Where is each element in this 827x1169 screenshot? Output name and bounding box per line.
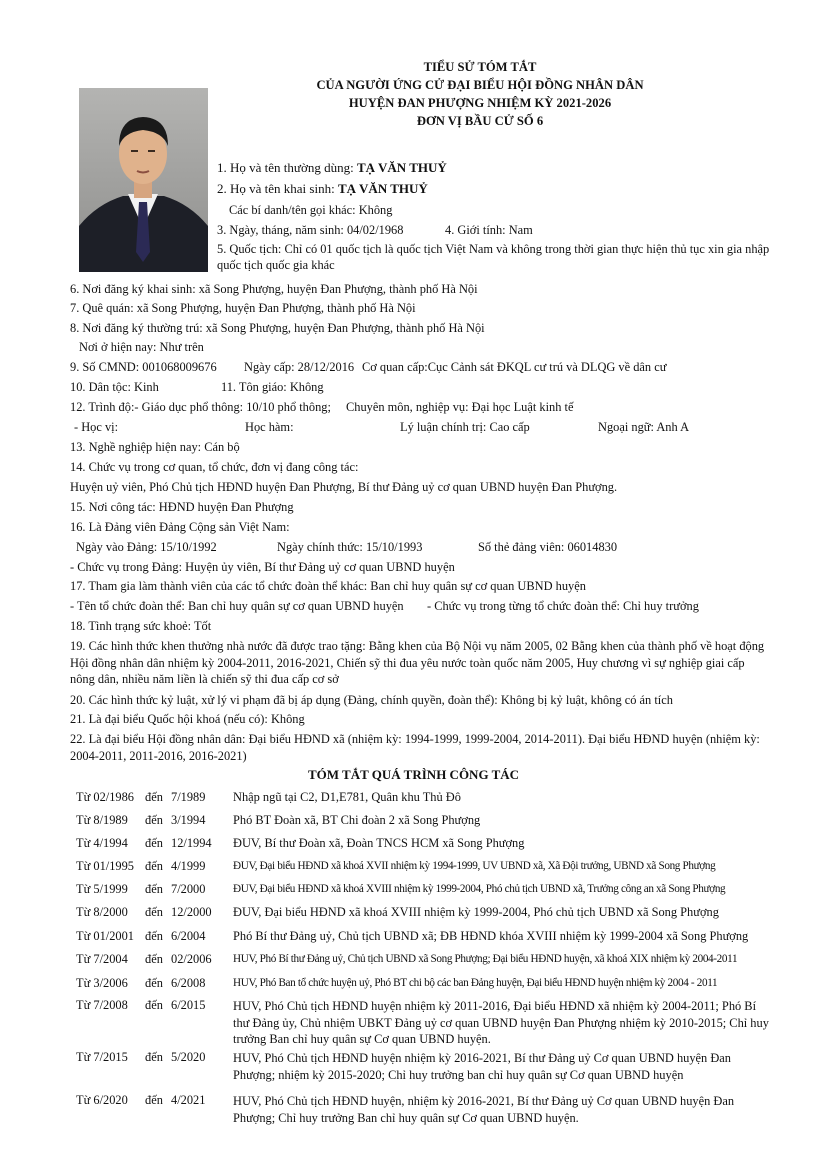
work-row-from: Từ 6/2020 [76, 1093, 128, 1107]
item-12-professional: Chuyên môn, nghiệp vụ: Đại học Luật kinh tế [346, 400, 574, 414]
candidate-portrait-photo [79, 88, 208, 272]
item-3-birth-date: 3. Ngày, tháng, năm sinh: 04/02/1968 [217, 223, 404, 237]
work-row-to: 6/2015 [171, 998, 206, 1012]
item-1-label: 1. Họ và tên thường dùng: [217, 160, 354, 175]
work-row-to: 4/1999 [171, 859, 206, 873]
item-15-workplace: 15. Nơi công tác: HĐND huyện Đan Phượng [70, 500, 294, 514]
work-row-to: 7/1989 [171, 790, 206, 804]
item-13-occupation: 13. Nghề nghiệp hiện nay: Cán bộ [70, 440, 240, 454]
work-row-from: Từ 01/2001 [76, 929, 134, 943]
item-10-ethnicity: 10. Dân tộc: Kinh [70, 380, 159, 394]
item-11-religion: 11. Tôn giáo: Không [221, 380, 324, 394]
item-5-nationality-cont: quốc tịch quốc gia khác [217, 258, 335, 272]
work-row-to: 6/2004 [171, 929, 206, 943]
work-row-date [76, 859, 206, 874]
item-5-nationality: 5. Quốc tịch: Chỉ có 01 quốc tịch là quốc tịch Việt Nam và không trong thời gian thực hiện thủ tục xin gia nhập [217, 242, 770, 256]
work-history-title: TÓM TẮT QUÁ TRÌNH CÔNG TÁC [307, 767, 520, 782]
work-row-to: 3/1994 [171, 813, 206, 827]
work-row-description: HUV, Phó Bí thư Đảng uỷ, Chủ tịch UBND xã Song Phượng; Đại biểu HĐND huyện, xã khoá XIX nhiệm kỳ 2004-2011 [233, 953, 738, 965]
item-14-position-value: Huyện uỷ viên, Phó Chủ tịch HĐND huyện Đan Phượng, Bí thư Đảng uỷ cơ quan UBND huyện Đan Phượng. [70, 480, 618, 494]
work-row-to-label: đến [145, 1050, 163, 1064]
item-12-academic-title: Học hàm: [245, 420, 294, 434]
work-row-to: 02/2006 [171, 952, 212, 966]
item-16-party-position: - Chức vụ trong Đảng: Huyện ủy viên, Bí thư Đảng uỷ cơ quan UBND huyện [70, 560, 455, 574]
document-subtitle-2: HUYỆN ĐAN PHƯỢNG NHIỆM KỲ 2021-2026 [348, 96, 612, 110]
item-14-position: 14. Chức vụ trong cơ quan, tổ chức, đơn vị đang công tác: [70, 460, 359, 474]
work-row-to: 7/2000 [171, 882, 206, 896]
work-row-date [76, 790, 206, 805]
item-8-residence: 8. Nơi đăng ký thường trú: xã Song Phượng, huyện Đan Phượng, thành phố Hà Nội [70, 321, 485, 335]
birth-name-value: TẠ VĂN THUỶ [337, 181, 428, 196]
work-row-from: Từ 8/2000 [76, 905, 128, 919]
work-row-description: ĐUV, Đại biểu HĐND xã khoá XVIII nhiệm kỳ 1999-2004, Phó chủ tịch UBND xã, Trưởng công an xã Song Phượng [233, 883, 726, 895]
item-12-political-theory: Lý luận chính trị: Cao cấp [400, 420, 530, 434]
item-16-join-date: Ngày vào Đảng: 15/10/1992 [76, 540, 217, 554]
work-row-date [76, 929, 206, 944]
item-22-council-delegate: 22. Là đại biểu Hội đồng nhân dân: Đại biểu HĐND xã (nhiệm kỳ: 1994-1999, 1999-2004, 2014-2011). Đại biểu HĐND huyện (nhiệm kỳ: 2004-2011, 2011-2016, 2016-2021) [70, 732, 760, 763]
work-row-date [76, 976, 206, 991]
work-row-from: Từ 5/1999 [76, 882, 128, 896]
item-18-health: 18. Tình trạng sức khoẻ: Tốt [70, 619, 212, 633]
item-19-awards: 19. Các hình thức khen thưởng nhà nước đã được trao tặng: Bằng khen của Bộ Nội vụ năm 2005, 02 Bằng khen của thành phố về hoạt động Hội đồng nhân dân nhiệm kỳ 2004-2011, 2016-2021, Chiến sỹ thi đua yêu nước toàn quốc năm 2005, Huy chương vì sự nghiệp giai cấp nông dân, nhiều năm liền là chiến sỹ thi đua cấp cơ sở [70, 639, 765, 686]
item-9-id-number: 9. Số CMND: 001068009676 [70, 360, 217, 374]
work-row-from: Từ 02/1986 [76, 790, 134, 804]
document-subtitle-3: ĐƠN VỊ BẦU CỬ SỐ 6 [416, 114, 544, 128]
item-17-organization-name: - Tên tổ chức đoàn thể: Ban chỉ huy quân sự cơ quan UBND huyện [70, 599, 404, 613]
item-16-official-date: Ngày chính thức: 15/10/1993 [277, 540, 423, 554]
work-row-to-label: đến [145, 836, 163, 850]
work-row-date [76, 882, 206, 897]
item-9-issue-date: Ngày cấp: 28/12/2016 [244, 360, 355, 374]
common-name-value: TẠ VĂN THUỶ [356, 160, 447, 175]
work-row-to-label: đến [145, 790, 163, 804]
work-row-description: Nhập ngũ tại C2, D1,E781, Quân khu Thủ Đô [233, 790, 461, 804]
work-row-to-label: đến [145, 859, 163, 873]
work-row-description: HUV, Phó Chủ tịch HĐND huyện, nhiệm kỳ 2016-2021, Bí thư Đảng uỷ Cơ quan UBND huyện Đan Phượng; Chỉ huy trưởng Ban chỉ huy quân sự Cơ quan UBND huyện. [233, 1094, 735, 1125]
document-subtitle-1: CỦA NGƯỜI ỨNG CỬ ĐẠI BIỂU HỘI ĐỒNG NHÂN DÂN [316, 78, 644, 92]
item-12-foreign-language: Ngoại ngữ: Anh A [598, 420, 690, 434]
work-row-to-label: đến [145, 976, 163, 990]
work-row-from: Từ 7/2008 [76, 998, 128, 1012]
work-row-to-label: đến [145, 998, 163, 1012]
item-8-current-address: Nơi ở hiện nay: Như trên [79, 340, 204, 354]
work-row-description: Phó Bí thư Đảng uỷ, Chủ tịch UBND xã; ĐB HĐND khóa XVIII nhiệm kỳ 1999-2004 xã Song Phượng [233, 929, 749, 943]
work-row-to-label: đến [145, 882, 163, 896]
item-21-national-assembly: 21. Là đại biểu Quốc hội khoá (nếu có): Không [70, 712, 305, 726]
item-2 [217, 181, 428, 197]
work-row-to: 5/2020 [171, 1050, 206, 1064]
work-row-description: HUV, Phó Chủ tịch HĐND huyện nhiệm kỳ 2016-2021, Bí thư Đảng uỷ Cơ quan UBND huyện Đan Phượng; nhiệm kỳ 2015-2020; Chỉ huy trưởng ban chỉ huy quân sự Cơ quan UBND huyện [233, 1051, 731, 1082]
item-9-issuer: Cơ quan cấp:Cục Cảnh sát ĐKQL cư trú và DLQG về dân cư [362, 360, 667, 374]
work-row-from: Từ 3/2006 [76, 976, 128, 990]
work-row-date [76, 813, 206, 828]
work-row-from: Từ 4/1994 [76, 836, 128, 850]
work-row-date [76, 998, 206, 1013]
work-row-to: 4/2021 [171, 1093, 206, 1107]
work-row-date [76, 1093, 206, 1108]
item-16-party-member: 16. Là Đảng viên Đảng Cộng sản Việt Nam: [70, 520, 290, 534]
document-title: TIỂU SỬ TÓM TẮT [423, 60, 537, 74]
work-row-from: Từ 7/2015 [76, 1050, 128, 1064]
work-row-to: 6/2008 [171, 976, 206, 990]
work-row-to-label: đến [145, 952, 163, 966]
work-row-date [76, 905, 212, 920]
work-row-description: HUV, Phó Chủ tịch HĐND huyện nhiệm kỳ 2011-2016, Đại biểu HĐND xã nhiệm kỳ 2004-2011; Phó Bí thư Đảng ủy, Chủ nhiệm UBKT Đảng uỷ cơ quan UBND huyện Đan Phượng nhiệm kỳ 2010-2015; Chỉ huy trưởng Ban chỉ huy quân sự Cơ quan UBND huyện. [233, 999, 769, 1046]
work-row-description: ĐUV, Bí thư Đoàn xã, Đoàn TNCS HCM xã Song Phượng [233, 836, 525, 850]
work-row-description: HUV, Phó Ban tổ chức huyện uỷ, Phó BT chi bộ các ban Đảng huyện, Đại biểu HĐND huyện nhiệm kỳ 2004 - 2011 [233, 977, 718, 989]
work-row-description: Phó BT Đoàn xã, BT Chi đoàn 2 xã Song Phượng [233, 813, 481, 827]
work-row-date [76, 952, 212, 967]
item-4-gender: 4. Giới tính: Nam [445, 223, 533, 237]
work-row-description: ĐUV, Đại biểu HĐND xã khoá XVII nhiệm kỳ 1994-1999, UV UBND xã, Xã Đội trưởng, UBND xã Song Phượng [233, 860, 716, 872]
work-row-from: Từ 7/2004 [76, 952, 128, 966]
work-row-to-label: đến [145, 929, 163, 943]
item-1 [217, 160, 447, 176]
work-row-to-label: đến [145, 905, 163, 919]
work-row-to-label: đến [145, 1093, 163, 1107]
work-row-from: Từ 8/1989 [76, 813, 128, 827]
item-17-organization-role: - Chức vụ trong từng tổ chức đoàn thể: Chỉ huy trưởng [427, 599, 699, 613]
item-16-party-card: Số thẻ đảng viên: 06014830 [478, 540, 618, 554]
item-6-birth-registration: 6. Nơi đăng ký khai sinh: xã Song Phượng, huyện Đan Phượng, thành phố Hà Nội [70, 282, 478, 296]
work-row-date [76, 836, 212, 851]
work-row-to: 12/2000 [171, 905, 212, 919]
work-row-from: Từ 01/1995 [76, 859, 134, 873]
item-12-degree: - Học vị: [74, 420, 119, 434]
item-2-label: 2. Họ và tên khai sinh: [217, 181, 335, 196]
work-row-date [76, 1050, 206, 1065]
item-17-organizations: 17. Tham gia làm thành viên của các tổ chức đoàn thể khác: Ban chỉ huy quân sự cơ quan UBND huyện [70, 579, 586, 593]
work-row-to-label: đến [145, 813, 163, 827]
item-7-hometown: 7. Quê quán: xã Song Phượng, huyện Đan Phượng, thành phố Hà Nội [70, 301, 416, 315]
item-20-discipline: 20. Các hình thức kỷ luật, xử lý vi phạm đã bị áp dụng (Đảng, chính quyền, đoàn thể): Không bị kỷ luật, không có án tích [70, 693, 673, 707]
item-12-education: 12. Trình độ:- Giáo dục phổ thông: 10/10 phổ thông; [70, 400, 331, 414]
work-row-description: ĐUV, Đại biểu HĐND xã khoá XVIII nhiệm kỳ 1999-2004, Phó chủ tịch UBND xã Song Phượng [233, 905, 719, 919]
work-row-to: 12/1994 [171, 836, 212, 850]
item-aliases: Các bí danh/tên gọi khác: Không [229, 203, 393, 217]
